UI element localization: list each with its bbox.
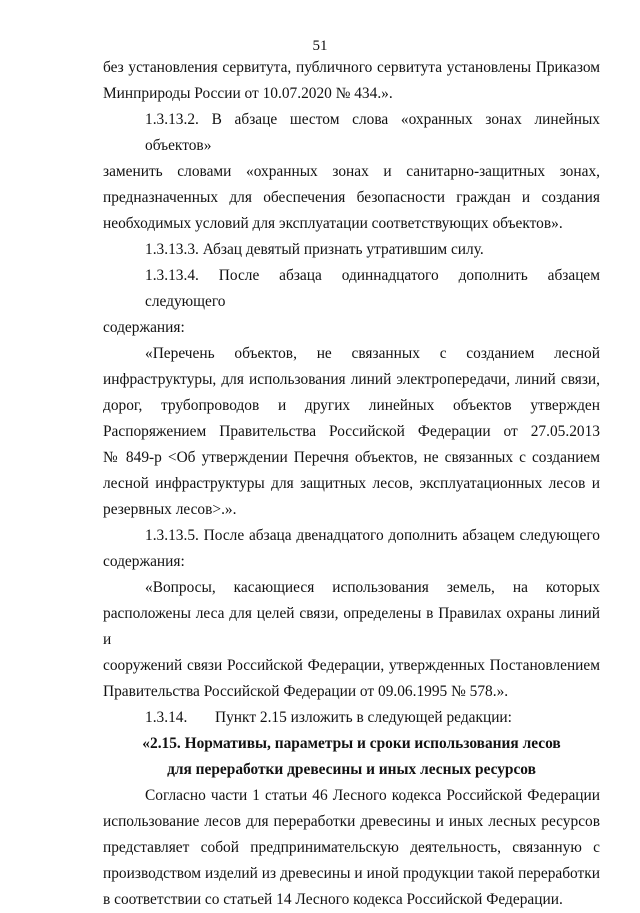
text-line: содержания:	[103, 553, 185, 570]
text-line: 1.3.13.3. Абзац девятый признать утратившим силу.	[145, 241, 484, 258]
text-line: Минприроды России от 10.07.2020 № 434.».	[103, 85, 393, 102]
paragraph-objects-list-quote	[103, 341, 600, 523]
text-line: Правительства Российской Федерации от 09.06.1995 № 578.».	[103, 683, 509, 700]
heading-line: «2.15. Нормативы, параметры и сроки использования лесов	[142, 735, 561, 752]
page-number: 51	[312, 38, 328, 54]
text-line: Согласно части 1 статьи 46 Лесного кодекса Российской Федерации	[145, 787, 600, 804]
text-line: «Вопросы, касающиеся использования земель, на которых	[145, 579, 600, 596]
text-line: без установления сервитута, публичного сервитута установлены Приказом	[103, 59, 600, 76]
paragraph-1-3-13-2	[103, 107, 600, 237]
text-line: расположены леса для целей связи, определены в Правилах охраны линий и	[103, 605, 600, 648]
paragraph-1-3-14	[103, 705, 600, 731]
text-line: 1.3.13.4. После абзаца одиннадцатого дополнить абзацем следующего	[145, 267, 600, 310]
text-line: «Перечень объектов, не связанных с созданием лесной	[145, 345, 600, 362]
text-line: необходимых условий для эксплуатации соответствующих объектов».	[103, 215, 563, 232]
document-body	[103, 55, 600, 913]
text-line: заменить словами «охранных зонах и санитарно-защитных зонах,	[103, 163, 600, 180]
text-line: дорог, трубопроводов и других линейных объектов утвержден	[103, 397, 600, 414]
text-line: 1.3.13.5. После абзаца двенадцатого дополнить абзацем следующего	[145, 527, 600, 544]
text-line: представляет собой предпринимательскую деятельность, связанную с	[103, 839, 600, 856]
paragraph-1-3-13-5	[103, 523, 600, 575]
heading-line: для переработки древесины и иных лесных ресурсов	[167, 761, 536, 778]
text-line: инфраструктуры, для использования линий электропередачи, линий связи,	[103, 371, 600, 388]
text-line: производством изделий из древесины и иной продукции такой переработки	[103, 865, 600, 882]
text-line: использование лесов для переработки древесины и иных лесных ресурсов	[103, 813, 600, 830]
text-line: резервных лесов>.».	[103, 501, 237, 518]
text-line: лесной инфраструктуры для защитных лесов, эксплуатационных лесов и	[103, 475, 600, 492]
section-heading	[103, 731, 600, 783]
item-text: Пункт 2.15 изложить в следующей редакции:	[215, 709, 512, 726]
text-line: № 849-р <Об утверждении Перечня объектов, не связанных с созданием	[103, 449, 600, 466]
text-line: 1.3.13.2. В абзаце шестом слова «охранных зонах линейных объектов»	[145, 111, 600, 154]
paragraph-communication-quote	[103, 575, 600, 705]
paragraph-servitude-order	[103, 55, 600, 107]
text-line: предназначенных для обеспечения безопасности граждан и создания	[103, 189, 600, 206]
text-line: Распоряжением Правительства Российской Федерации от 27.05.2013	[103, 423, 600, 440]
paragraph-forest-code	[103, 783, 600, 913]
text-line: содержания:	[103, 319, 185, 336]
item-number: 1.3.14.	[145, 709, 188, 726]
paragraph-1-3-13-4	[103, 263, 600, 341]
text-line: сооружений связи Российской Федерации, утвержденных Постановлением	[103, 657, 600, 674]
paragraph-1-3-13-3	[103, 237, 600, 263]
text-line: в соответствии со статьей 14 Лесного кодекса Российской Федерации.	[103, 891, 563, 908]
